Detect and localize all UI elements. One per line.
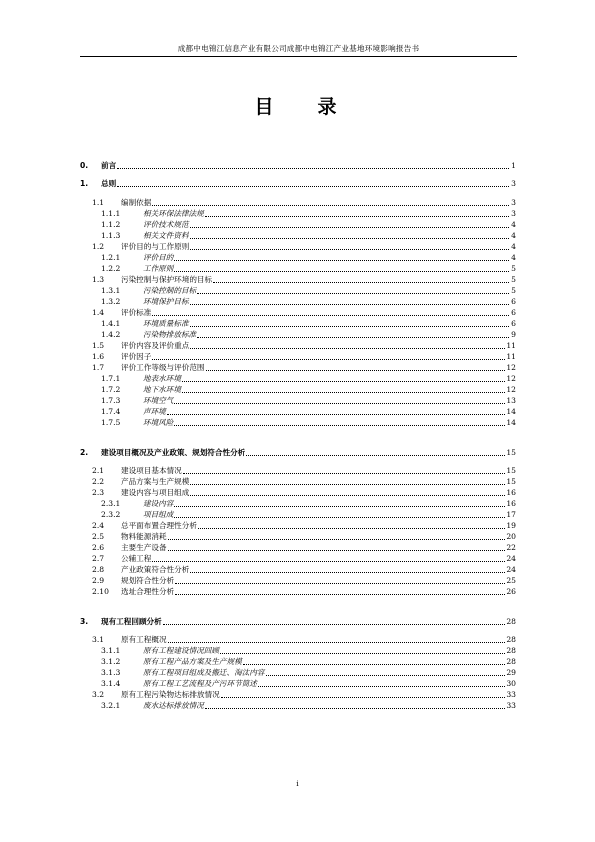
toc-entry-number: 3.2: [92, 690, 105, 699]
toc-dot-leader: [197, 293, 509, 294]
toc-entry-page: 17: [506, 510, 516, 519]
toc-entry-page: 14: [506, 407, 516, 416]
toc-entry-number: 1.2.2: [101, 264, 121, 273]
toc-dot-leader: [190, 348, 505, 349]
toc-entry[interactable]: [101, 384, 516, 395]
toc-entry-title: 环境质量标准: [143, 319, 189, 328]
toc-entry-number: 1.6: [92, 352, 105, 361]
toc-entry-title: 评价标准: [121, 308, 152, 317]
toc-entry[interactable]: [80, 160, 516, 171]
toc-entry-title: 建设内容: [143, 499, 174, 508]
toc-entry-number: 3.1.2: [101, 657, 121, 666]
toc-entry-number: 3.1.3: [101, 668, 121, 677]
toc-entry[interactable]: [101, 285, 516, 296]
toc-entry-page: 30: [506, 679, 516, 688]
toc-entry-number: 2.6: [92, 543, 105, 552]
toc-dot-leader: [190, 326, 509, 327]
toc-entry-page: 4: [511, 220, 516, 229]
toc-entry-page: 6: [511, 319, 516, 328]
toc-entry-number: 1.2: [92, 242, 105, 251]
toc-entry-number: 3.1.4: [101, 679, 121, 688]
toc-entry-title: 相关文件资料: [143, 231, 189, 240]
toc-entry[interactable]: [92, 689, 516, 700]
toc-dot-leader: [243, 664, 506, 665]
toc-entry[interactable]: [101, 700, 516, 711]
toc-entry[interactable]: [92, 520, 516, 531]
toc-dot-leader: [168, 642, 506, 643]
toc-entry-number: 1.2.1: [101, 253, 121, 262]
toc-entry-title: 环境空气: [143, 396, 174, 405]
toc-entry-number: 1.1.2: [101, 220, 121, 229]
toc-entry-number: 1.3.1: [101, 286, 121, 295]
toc-entry[interactable]: [101, 645, 516, 656]
toc-dot-leader: [220, 653, 505, 654]
toc-entry-page: 14: [506, 418, 516, 427]
toc-entry[interactable]: [101, 296, 516, 307]
toc-entry-number: 2.9: [92, 576, 105, 585]
toc-entry-page: 9: [511, 330, 516, 339]
toc-entry-title: 原有工程项目组成及搬迁、淘汰内容: [143, 668, 265, 677]
toc-entry[interactable]: [101, 373, 516, 384]
toc-dot-leader: [117, 168, 509, 169]
toc-entry-title: 地表水环境: [143, 374, 181, 383]
toc-entry[interactable]: [101, 406, 516, 417]
toc-entry-title: 废水达标排放情况: [143, 701, 204, 710]
toc-entry-number: 2.4: [92, 521, 105, 530]
toc-dot-leader: [152, 359, 505, 360]
toc-dot-leader: [167, 414, 506, 415]
toc-entry-page: 6: [511, 297, 516, 306]
toc-entry-number: 2.5: [92, 532, 105, 541]
toc-dot-leader: [246, 455, 505, 456]
toc-entry-title: 总则: [101, 179, 117, 188]
toc-dot-leader: [152, 205, 509, 206]
toc-entry-title: 现有工程回顾分析: [101, 617, 162, 626]
toc-entry-number: 1.7.1: [101, 374, 121, 383]
toc-entry[interactable]: [92, 564, 516, 575]
page-header: 成都中电锦江信息产业有限公司成都中电锦江产业基地环境影响报告书: [177, 44, 420, 53]
toc-entry-page: 12: [506, 363, 516, 372]
title-char-2: 录: [317, 96, 341, 118]
toc-dot-leader: [183, 473, 506, 474]
toc-dot-leader: [198, 528, 505, 529]
toc-entry-title: 地下水环境: [143, 385, 181, 394]
toc-entry-page: 12: [506, 374, 516, 383]
toc-entry-title: 声环境: [143, 407, 166, 416]
toc-entry[interactable]: [92, 274, 516, 285]
toc-entry[interactable]: [92, 531, 516, 542]
toc-entry-title: 前言: [101, 161, 117, 170]
toc-entry-number: 3.: [80, 617, 89, 626]
toc-dot-leader: [174, 425, 505, 426]
toc-dot-leader: [205, 216, 509, 217]
toc-entry-page: 3: [511, 198, 516, 207]
toc-entry-title: 建设项目概况及产业政策、规划符合性分析: [101, 448, 246, 457]
toc-entry-number: 2.3.1: [101, 499, 121, 508]
toc-entry[interactable]: [101, 263, 516, 274]
toc-entry-page: 28: [506, 635, 516, 644]
toc-entry-number: 1.7.2: [101, 385, 121, 394]
toc-entry-number: 1.7: [92, 363, 105, 372]
toc-dot-leader: [163, 624, 506, 625]
toc-entry-page: 4: [511, 231, 516, 240]
toc-entry[interactable]: [101, 667, 516, 678]
toc-entry[interactable]: [80, 447, 516, 458]
toc-entry-title: 评价技术规范: [143, 220, 189, 229]
toc-entry[interactable]: [101, 498, 516, 509]
toc-entry-page: 25: [506, 576, 516, 585]
toc-entry-title: 污染控制与保护环境的目标: [121, 275, 213, 284]
toc-entry[interactable]: [92, 586, 516, 597]
toc-entry-number: 1.3: [92, 275, 105, 284]
toc-entry-page: 11: [506, 341, 516, 350]
toc-entry[interactable]: [92, 340, 516, 351]
toc-dot-leader: [174, 517, 505, 518]
toc-dot-leader: [206, 370, 506, 371]
toc-dot-leader: [213, 282, 509, 283]
toc-entry-title: 环境风险: [143, 418, 174, 427]
toc-entry-number: 1.3.2: [101, 297, 121, 306]
toc-dot-leader: [190, 249, 509, 250]
toc-entry-page: 33: [506, 690, 516, 699]
toc-entry-number: 2.1: [92, 466, 105, 475]
toc-entry-page: 4: [511, 242, 516, 251]
toc-entry[interactable]: [92, 542, 516, 553]
toc-dot-leader: [174, 403, 505, 404]
toc-dot-leader: [168, 539, 506, 540]
toc-entry[interactable]: [92, 241, 516, 252]
toc-entry[interactable]: [92, 476, 516, 487]
toc-entry-number: 2.3: [92, 488, 105, 497]
toc-entry-number: 2.: [80, 448, 89, 457]
toc-entry[interactable]: [80, 616, 516, 627]
toc-entry-title: 污染控制的目标: [143, 286, 197, 295]
toc-dot-leader: [182, 381, 505, 382]
toc-entry-page: 5: [511, 286, 516, 295]
toc-entry-title: 评价因子: [121, 352, 152, 361]
toc-dot-leader: [174, 506, 505, 507]
toc-entry-title: 相关环保法律法规: [143, 209, 204, 218]
toc-entry-number: 1.1: [92, 198, 105, 207]
toc-entry-page: 16: [506, 488, 516, 497]
toc-entry[interactable]: [92, 197, 516, 208]
toc-entry[interactable]: [92, 575, 516, 586]
toc-dot-leader: [190, 495, 505, 496]
toc-dot-leader: [175, 583, 505, 584]
toc-entry-page: 16: [506, 499, 516, 508]
toc-entry[interactable]: [92, 307, 516, 318]
toc-dot-leader: [174, 271, 509, 272]
toc-dot-leader: [197, 337, 509, 338]
toc-dot-leader: [152, 315, 509, 316]
toc-entry[interactable]: [92, 634, 516, 645]
toc-entry-number: 1.5: [92, 341, 105, 350]
toc-entry-page: 4: [511, 253, 516, 262]
toc-entry-page: 24: [506, 565, 516, 574]
toc-entry-number: 3.2.1: [101, 701, 121, 710]
toc-entry-page: 13: [506, 396, 516, 405]
toc-entry-page: 12: [506, 385, 516, 394]
toc-dot-leader: [190, 572, 505, 573]
toc-dot-leader: [152, 561, 505, 562]
toc-dot-leader: [205, 708, 506, 709]
toc-entry-title: 总平面布置合理性分析: [121, 521, 197, 530]
toc-entry-title: 选址合理性分析: [121, 587, 175, 596]
toc-entry-page: 6: [511, 308, 516, 317]
toc-entry[interactable]: [101, 678, 516, 689]
toc-entry-page: 28: [506, 617, 516, 626]
toc-entry-title: 规划符合性分析: [121, 576, 175, 585]
toc-entry-page: 33: [506, 701, 516, 710]
toc-entry[interactable]: [101, 230, 516, 241]
toc-dot-leader: [182, 392, 505, 393]
toc-entry[interactable]: [101, 417, 516, 428]
toc-entry-number: 1.1.3: [101, 231, 121, 240]
toc-entry[interactable]: [101, 252, 516, 263]
toc-entry-page: 29: [506, 668, 516, 677]
toc-entry-number: 2.3.2: [101, 510, 121, 519]
toc-dot-leader: [117, 186, 509, 187]
toc-entry[interactable]: [101, 208, 516, 219]
toc-entry-number: 1.1.1: [101, 209, 121, 218]
toc-entry-title: 建设项目基本情况: [121, 466, 182, 475]
toc-dot-leader: [221, 697, 506, 698]
toc-entry-number: 1.7.3: [101, 396, 121, 405]
toc-entry-number: 2.2: [92, 477, 105, 486]
toc-entry-title: 评价目的: [143, 253, 174, 262]
toc-entry-page: 24: [506, 554, 516, 563]
toc-dot-leader: [190, 238, 509, 239]
toc-dot-leader: [258, 686, 505, 687]
toc-entry-page: 26: [506, 587, 516, 596]
toc-entry[interactable]: [101, 329, 516, 340]
toc-entry[interactable]: [92, 487, 516, 498]
toc-entry[interactable]: [101, 656, 516, 667]
toc-entry-number: 2.8: [92, 565, 105, 574]
toc-entry-page: 28: [506, 657, 516, 666]
toc-entry-number: 0.: [80, 161, 89, 170]
toc-entry-title: 评价内容及评价重点: [121, 341, 190, 350]
toc-entry-number: 1.4: [92, 308, 105, 317]
toc-entry-page: 1: [511, 161, 516, 170]
toc-entry-title: 项目组成: [143, 510, 174, 519]
toc-entry-page: 11: [506, 352, 516, 361]
toc-entry[interactable]: [80, 178, 516, 189]
toc-entry-title: 建设内容与项目组成: [121, 488, 190, 497]
toc-dot-leader: [190, 484, 505, 485]
toc-entry-page: 19: [506, 521, 516, 530]
toc-dot-leader: [175, 594, 505, 595]
toc-entry-title: 评价工作等级与评价范围: [121, 363, 205, 372]
toc-entry[interactable]: [101, 509, 516, 520]
toc-dot-leader: [266, 675, 506, 676]
toc-entry-page: 15: [506, 477, 516, 486]
toc-entry-title: 评价目的与工作原则: [121, 242, 190, 251]
toc-entry-page: 5: [511, 275, 516, 284]
toc-entry-title: 原有工程建设情况回顾: [143, 646, 219, 655]
toc-dot-leader: [174, 260, 509, 261]
toc-entry-title: 工作原则: [143, 264, 174, 273]
toc-entry-number: 1.4.2: [101, 330, 121, 339]
toc-entry[interactable]: [92, 553, 516, 564]
toc-entry-number: 1.: [80, 179, 89, 188]
toc-entry-title: 环境保护目标: [143, 297, 189, 306]
toc-entry-title: 产品方案与生产规模: [121, 477, 190, 486]
toc-entry-title: 主要生产设备: [121, 543, 167, 552]
toc-entry-page: 22: [506, 543, 516, 552]
toc-entry-title: 产业政策符合性分析: [121, 565, 190, 574]
toc-entry-number: 3.1.1: [101, 646, 121, 655]
toc-entry-title: 编制依据: [121, 198, 152, 207]
toc-entry[interactable]: [101, 318, 516, 329]
toc-entry[interactable]: [92, 362, 516, 373]
toc-entry-page: 28: [506, 646, 516, 655]
toc-entry[interactable]: [101, 219, 516, 230]
toc-entry-number: 3.1: [92, 635, 105, 644]
toc-entry-number: 1.7.4: [101, 407, 121, 416]
toc-entry-number: 2.7: [92, 554, 105, 563]
toc-entry-title: 污染物排放标准: [143, 330, 197, 339]
toc-entry-page: 3: [511, 179, 516, 188]
toc-entry-page: 15: [506, 466, 516, 475]
toc-entry-title: 原有工程污染物达标排放情况: [121, 690, 220, 699]
page-number: i: [296, 779, 299, 788]
toc-entry[interactable]: [101, 395, 516, 406]
toc-entry-number: 2.10: [92, 587, 109, 596]
toc-entry[interactable]: [92, 351, 516, 362]
title-char-1: 目: [254, 96, 278, 118]
toc-entry-title: 公辅工程: [121, 554, 152, 563]
toc-entry-number: 1.4.1: [101, 319, 121, 328]
toc-entry-page: 15: [506, 448, 516, 457]
toc-dot-leader: [168, 550, 506, 551]
toc-entry-page: 20: [506, 532, 516, 541]
toc-entry-number: 1.7.5: [101, 418, 121, 427]
toc-entry-title: 物料能源消耗: [121, 532, 167, 541]
toc-dot-leader: [190, 227, 509, 228]
toc-entry-page: 5: [511, 264, 516, 273]
toc-entry-page: 3: [511, 209, 516, 218]
toc-entry-title: 原有工程概况: [121, 635, 167, 644]
toc-entry-title: 原有工程产品方案及生产规模: [143, 657, 242, 666]
toc-entry[interactable]: [92, 465, 516, 476]
toc-entry-title: 原有工程工艺流程及产污环节简述: [143, 679, 257, 688]
toc-dot-leader: [190, 304, 509, 305]
